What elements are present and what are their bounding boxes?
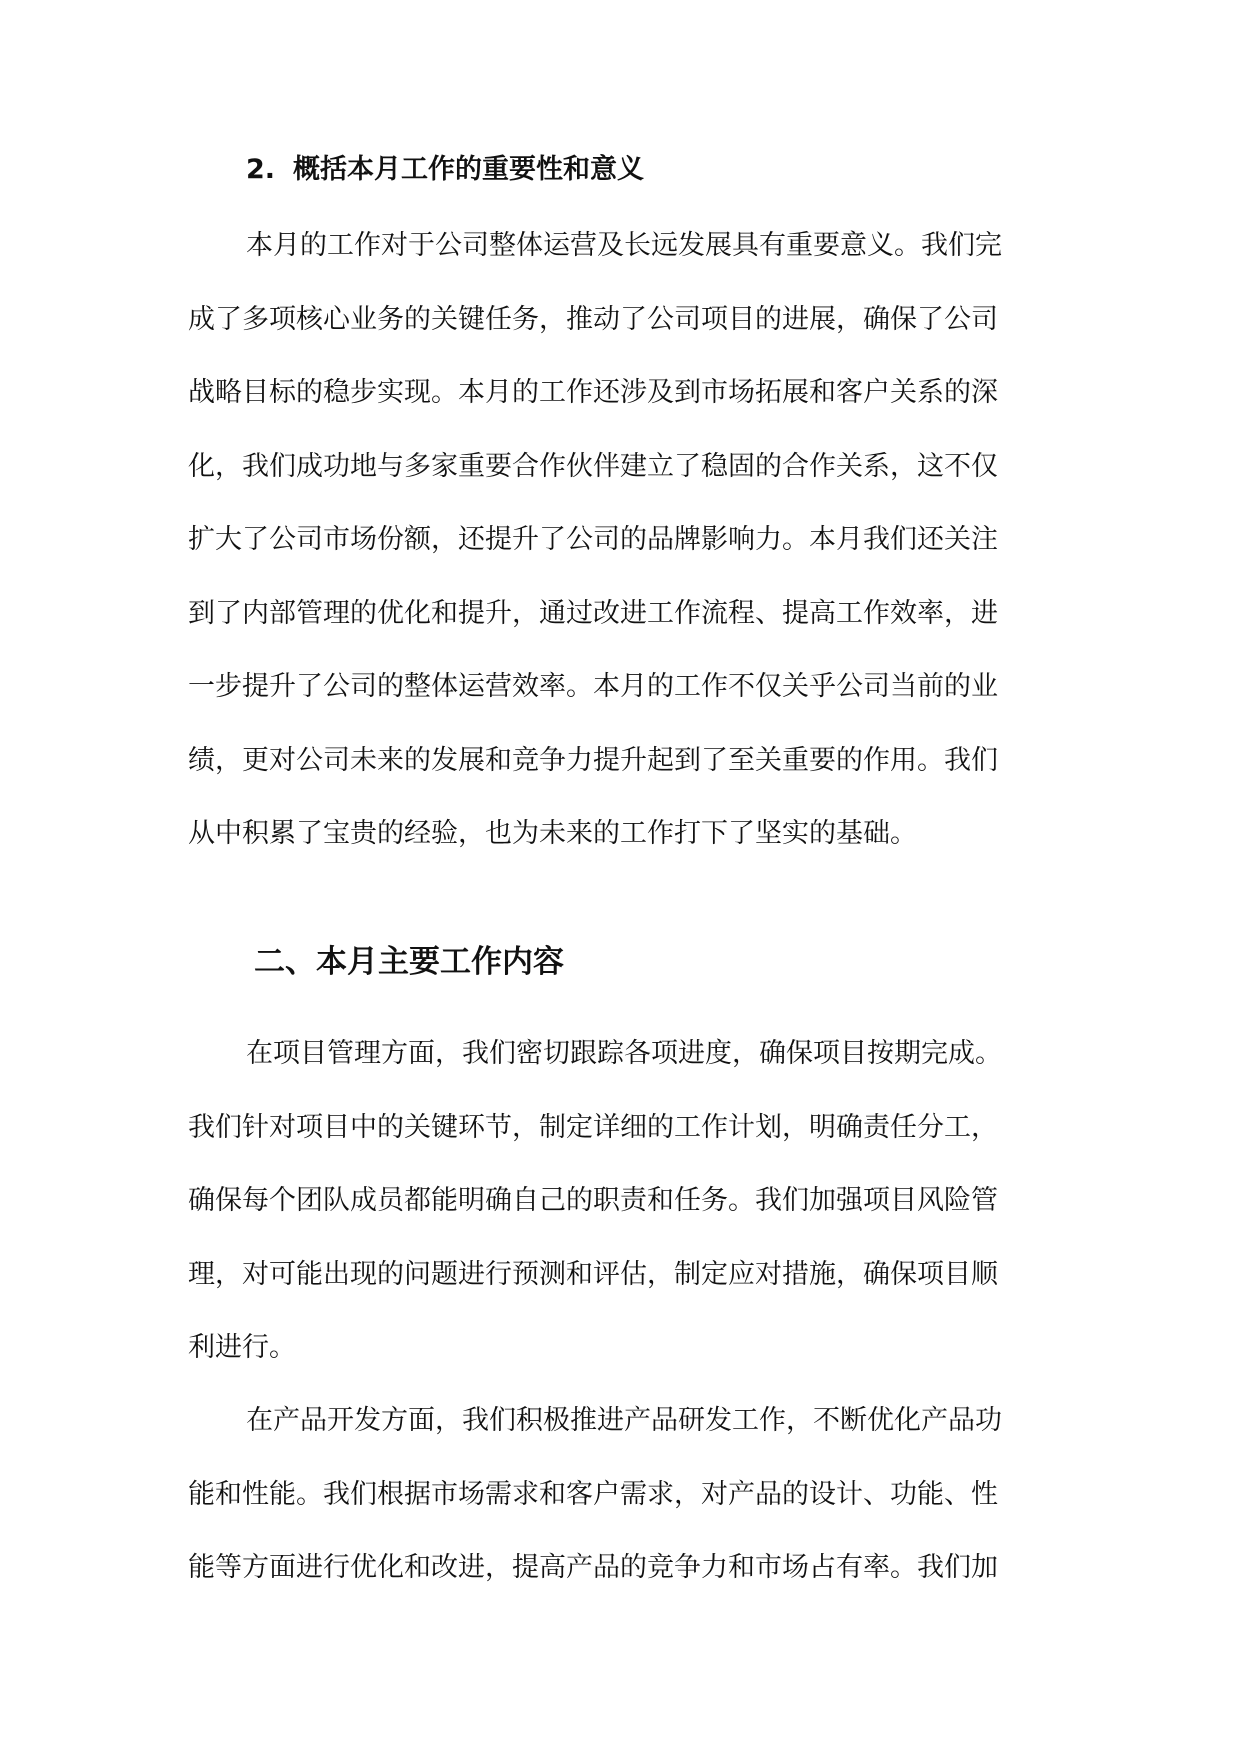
paragraph-line: 一步提升了公司的整体运营效率。本月的工作不仅关乎公司当前的业 [188, 671, 998, 702]
section-heading: 二、本月主要工作内容 [254, 944, 564, 980]
paragraph-line: 成了多项核心业务的关键任务，推动了公司项目的进展，确保了公司 [188, 303, 998, 335]
paragraph-line: 在项目管理方面，我们密切跟踪各项进度，确保项目按期完成。 [246, 1038, 1002, 1069]
paragraph-line: 利进行。 [188, 1332, 296, 1363]
paragraph-line: 从中积累了宝贵的经验，也为未来的工作打下了坚实的基础。 [188, 818, 917, 849]
paragraph-line: 本月的工作对于公司整体运营及长远发展具有重要意义。我们完 [246, 230, 1002, 261]
paragraph-line: 理，对可能出现的问题进行预测和评估，制定应对措施，确保项目顺 [188, 1258, 998, 1290]
paragraph-project-management [188, 1017, 1068, 1385]
paragraph-line: 化，我们成功地与多家重要合作伙伴建立了稳固的合作关系，这不仅 [188, 450, 998, 482]
paragraph-line: 确保每个团队成员都能明确自己的职责和任务。我们加强项目风险管 [188, 1185, 998, 1216]
paragraph-line: 在产品开发方面，我们积极推进产品研发工作，不断优化产品功 [246, 1405, 1002, 1436]
paragraph-product-development [188, 1384, 1068, 1605]
paragraph-line: 绩，更对公司未来的发展和竞争力提升起到了至关重要的作用。我们 [188, 744, 998, 776]
subsection-title: 概括本月工作的重要性和意义 [293, 154, 645, 185]
subsection-number: 2. [246, 154, 276, 185]
paragraph-line: 战略目标的稳步实现。本月的工作还涉及到市场拓展和客户关系的深 [188, 377, 998, 408]
paragraph-line: 能等方面进行优化和改进，提高产品的竞争力和市场占有率。我们加 [188, 1552, 998, 1583]
paragraph-line: 我们针对项目中的关键环节，制定详细的工作计划，明确责任分工， [188, 1111, 998, 1143]
paragraph-line: 扩大了公司市场份额，还提升了公司的品牌影响力。本月我们还关注 [188, 524, 998, 555]
paragraph-line: 能和性能。我们根据市场需求和客户需求，对产品的设计、功能、性 [188, 1478, 998, 1510]
paragraph-line: 到了内部管理的优化和提升，通过改进工作流程、提高工作效率，进 [188, 597, 998, 629]
paragraph-importance [188, 209, 1068, 871]
subsection-heading [246, 150, 644, 190]
